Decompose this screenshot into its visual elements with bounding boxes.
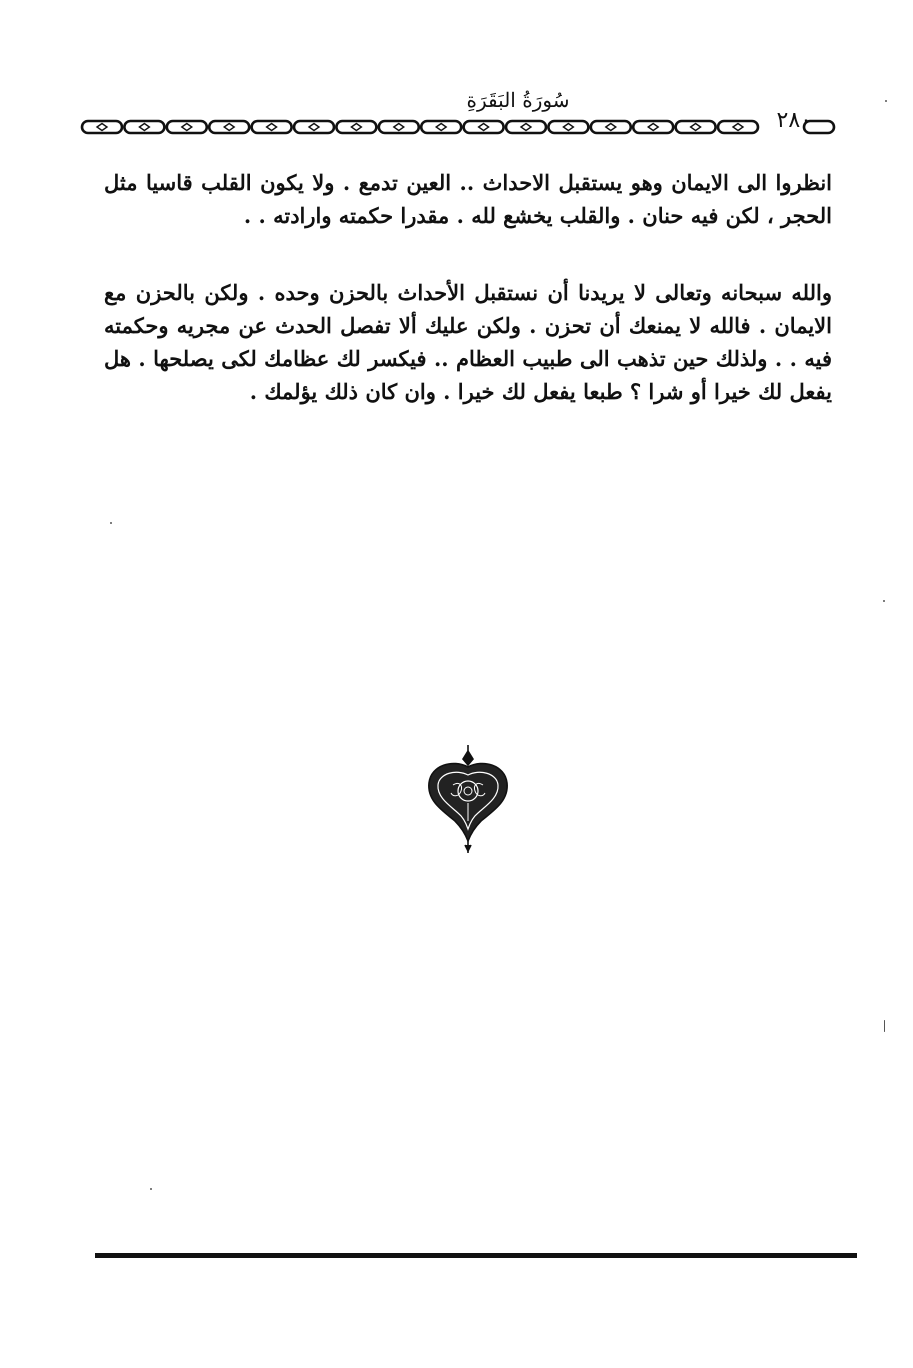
chain-link: [804, 121, 834, 133]
chain-diamond: [648, 124, 658, 131]
chain-diamond: [606, 124, 616, 131]
scan-speck: [885, 100, 887, 102]
chain-diamond: [563, 124, 573, 131]
scan-speck: [150, 1188, 152, 1190]
chain-diamond: [224, 124, 234, 131]
chain-diamond: [309, 124, 319, 131]
chain-diamond: [479, 124, 489, 131]
chain-diamond: [521, 124, 531, 131]
surah-title: سُورَةُ البَقَرَةِ: [466, 88, 570, 112]
page-header: [78, 82, 838, 142]
chain-diamond: [267, 124, 277, 131]
paragraph-2: والله سبحانه وتعالى لا يريدنا أن نستقبل الأحداث بالحزن وحده . ولكن بالحزن مع الايمان . فالله لا يمنعك أن تحزن . ولكن عليك ألا تفصل الحدث عن مجريه وحكمته فيه . . ولذلك حين تذهب الى طبيب العظام .. فيكسر لك عظامك لكى يصلحها . هل يفعل لك خيرا أو شرا ؟ طبعا يفعل لك خيرا . وان كان ذلك يؤلمك .: [104, 280, 832, 404]
chain-diamond: [436, 124, 446, 131]
chain-border-icon: [78, 116, 838, 138]
chain-diamond: [97, 124, 107, 131]
chain-diamond: [733, 124, 743, 131]
chain-diamond: [394, 124, 404, 131]
scan-speck: [110, 522, 112, 524]
chain-diamond: [691, 124, 701, 131]
chain-diamond: [351, 124, 361, 131]
paragraph-1: انظروا الى الايمان وهو يستقبل الاحداث .. العين تدمع . ولا يكون القلب قاسيا مثل الحجر ، لكن فيه حنان . والقلب يخشع لله . مقدرا حكمته وارادته . .: [104, 170, 832, 228]
scan-speck: [883, 600, 885, 602]
chain-diamond: [139, 124, 149, 131]
chain-diamond: [182, 124, 192, 131]
scan-speck: [884, 1020, 885, 1032]
arabesque-ornament-icon: [423, 745, 513, 857]
footer-rule: [95, 1253, 857, 1258]
page-number: ٢٨٠: [776, 108, 812, 133]
